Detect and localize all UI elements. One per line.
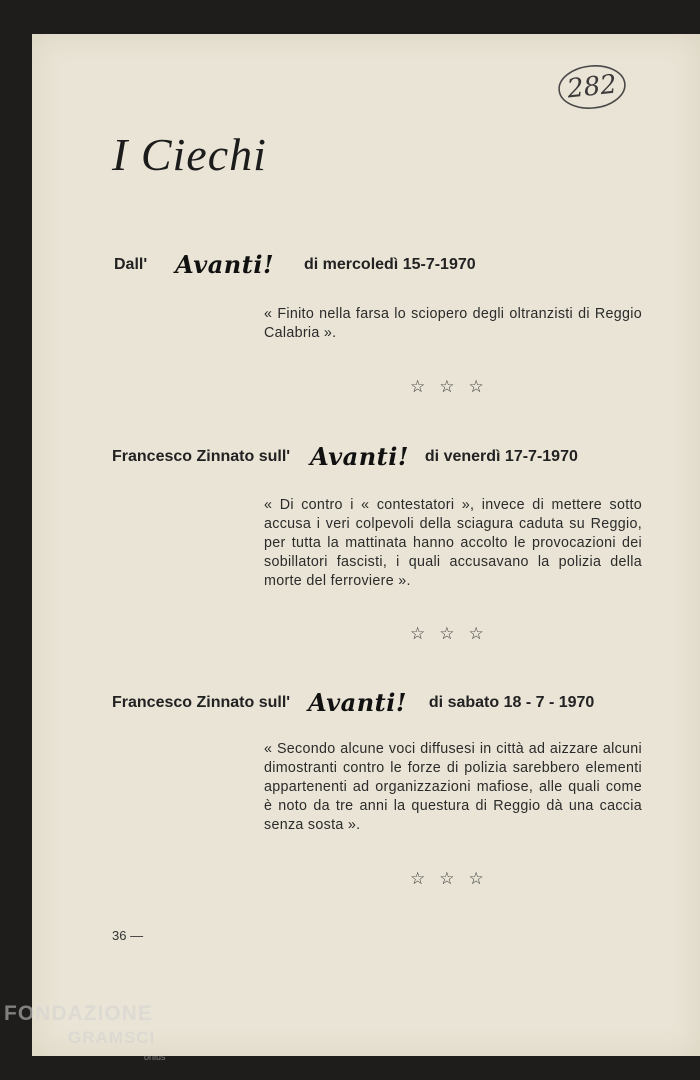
heading-suffix: di sabato 18 - 7 - 1970 xyxy=(428,693,595,711)
watermark-logo xyxy=(4,1002,166,1062)
watermark-line-1: FONDAZIONE xyxy=(4,1002,153,1025)
heading-suffix: di venerdì 17-7-1970 xyxy=(424,447,578,465)
handwritten-number-text: 282 xyxy=(565,69,619,105)
section-heading-1 xyxy=(114,250,476,279)
page-title: I Ciechi xyxy=(112,129,267,180)
star-separator-3: ☆☆☆ xyxy=(410,869,498,889)
newspaper-logo: Avanti! xyxy=(175,250,274,279)
star-separator-1: ☆☆☆ xyxy=(410,377,498,397)
star-separator-2: ☆☆☆ xyxy=(410,624,498,644)
watermark-line-2: GRAMSCI xyxy=(68,1028,156,1047)
heading-prefix: Francesco Zinnato sull' xyxy=(112,447,291,465)
handwritten-page-number xyxy=(556,62,628,112)
heading-prefix: Dall' xyxy=(114,255,148,273)
newspaper-logo: Avanti! xyxy=(308,688,407,717)
quote-text-1: « Finito nella farsa lo sciopero degli oltranzisti di Reggio Calabria ». xyxy=(264,306,642,341)
watermark-line-3: onlus xyxy=(144,1052,166,1062)
quote-text-3: « Secondo alcune voci diffusesi in città ad aizzare alcuni dimostranti contro le forze di polizia sarebbero elementi appartenenti ad organizzazioni mafiose, alle quali come è noto da tre anni la questura di Reggio dà una caccia senza sosta ». xyxy=(264,741,642,833)
page-folio: 36 — xyxy=(112,928,144,943)
newspaper-logo: Avanti! xyxy=(310,442,409,471)
heading-suffix: di mercoledì 15-7-1970 xyxy=(304,255,476,273)
heading-prefix: Francesco Zinnato sull' xyxy=(112,693,291,711)
section-heading-3 xyxy=(112,688,594,717)
quote-text-2: « Di contro i « contestatori », invece di mettere sotto accusa i veri colpevoli della sciagura caduta su Reggio, per tutta la mattinata hanno accolto le provocazioni dei sobillatori fascisti, i quali accusavano la polizia della morte del ferroviere ». xyxy=(264,497,642,589)
section-heading-2 xyxy=(112,442,578,471)
